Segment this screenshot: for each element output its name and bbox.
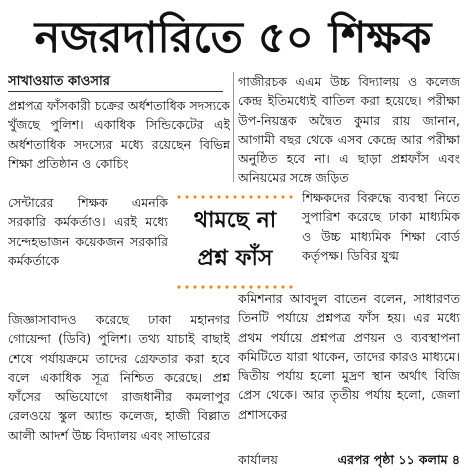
pull-quote (170, 194, 300, 290)
right-column-top-text: গাজীরচক এএম উচ্চ বিদ্যালয় ও কলেজ কেন্দ্র ইতিমধ্যেই বাতিল করা হয়েছে। পরীক্ষা উপ-নিয়ন্ত্রক অদ্বৈত কুমার রায় জানান, আগামী বছর থেকে এসব কেন্দ্রে আর পরীক্ষা অনুষ্ঠিত হবে না। এ ছাড়া প্রশ্নফাঁস এবং অনিয়মের সঙ্গে জড়িত (238, 74, 460, 186)
pull-quote-line-1: থামছে না (193, 208, 277, 233)
left-column-bottom-text: জিজ্ঞাসাবাদও করেছে ঢাকা মহানগর গোয়েন্দা (ডিবি) পুলিশ। তথ্য যাচাই বাছাই শেষে পর্যায়ক্রমে তাদের গ্রেফতার করা হবে বলে একাধিক সূত্র নিশ্চিত করেছে। প্রশ্ন ফাঁসের অভিযোগে রাজধানীর কমলাপুর রেলওয়ে স্কুল অ্যান্ড কলেজ, হাজী বিল্লাত আলী আদর্শ উচ্চ বিদ্যালয় এবং সাভারের (8, 312, 230, 443)
left-column-mid (8, 193, 168, 310)
left-column-bottom (8, 310, 230, 468)
right-column-bottom-text: কমিশনার আবদুল বাতেন বলেন, সাধারণত তিনটি পর্যায়ে প্রশ্নপত্র ফাঁস হয়। এর মধ্যে প্রথম পর্যায়ে প্রশ্নপত্র প্রণয়ন ও ব্যবস্থাপনা কমিটিতে যারা থাকেন, তাদের কারও মাধ্যমে। দ্বিতীয় পর্যায় হলো মুদ্রণ স্থান অর্থাৎ বিজি প্রেস থেকে। আর তৃতীয় পর্যায় হলো, জেলা প্রশাসকের (238, 291, 460, 422)
headline: নজরদারিতে ৫০ শিক্ষক (34, 13, 432, 63)
continuation-line (238, 450, 460, 470)
column-divider (233, 72, 234, 182)
byline-rule (8, 91, 223, 92)
left-column-top (8, 96, 230, 192)
right-column-mid-text: শিক্ষকদের বিরুদ্ধে ব্যবস্থা নিতে সুপারিশ করেছে ঢাকা মাধ্যমিক ও উচ্চ মাধ্যমিক শিক্ষা বোর্ড কর্তৃপক্ষ। ডিবির যুগ্ম (302, 190, 460, 263)
continuation-jump: এরপর পৃষ্ঠা ১১ কলাম ৪ (337, 452, 460, 467)
pull-quote-dots-top (175, 194, 295, 200)
continuation-last-word: কার্যালয় (238, 452, 278, 467)
right-column-bottom (238, 289, 460, 449)
pull-quote-line-2: প্রশ্ন ফাঁস (197, 246, 273, 271)
left-column-mid-text: সেন্টারের শিক্ষক এমনকি সরকারি কর্মকর্তাও। এরই মধ্যে সন্দেহভাজন কয়েকজন সরকারি কর্মকর্তাকে (8, 195, 168, 268)
right-column-mid (302, 188, 460, 296)
right-column-top (238, 72, 460, 188)
byline: সাখাওয়াত কাওসার (8, 74, 110, 89)
left-column-top-text: প্রশ্নপত্র ফাঁসকারী চক্রের অর্ধশতাধিক সদস্যকে খুঁজছে পুলিশ। একাধিক সিন্ডিকেটের এই অর্ধশতাধিক সদস্যের মধ্যে রয়েছেন বিভিন্ন শিক্ষা প্রতিষ্ঠান ও কোচিং (8, 98, 230, 171)
